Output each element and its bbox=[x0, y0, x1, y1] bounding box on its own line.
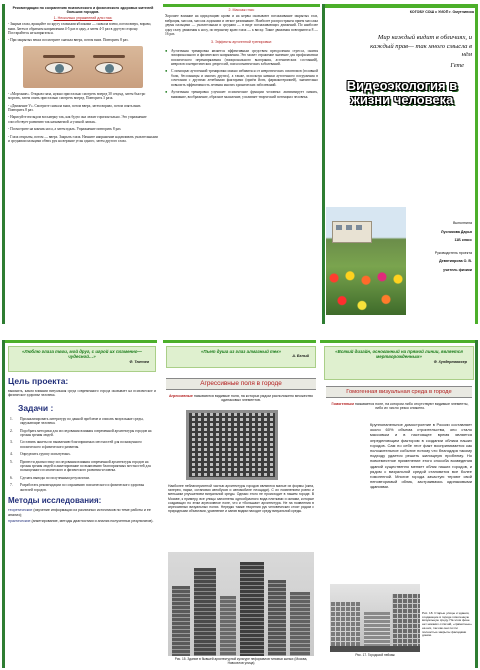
exercise-3: - «Моргание». Открыв глаза, нужно пристально смотреть вперед 30 секунд, затем быстро моргать, затем опять пристально смотреть вперед. Повторить 3 раза. bbox=[8, 91, 146, 101]
epigraph-author: Гете bbox=[450, 61, 464, 69]
left-eye-icon bbox=[45, 62, 73, 74]
aggressive-intro-text: называются видимые поля, на которых рядом расположено множество одинаковых элементов. bbox=[192, 394, 314, 403]
exercise-4: - «Движение V». Смотрите сначала вниз, потом вверх, затем вправо, потом опять вниз. Повторить 8 раз. bbox=[8, 103, 142, 113]
quote-box-hundertwasser bbox=[324, 346, 474, 380]
bottom-right-frame-right bbox=[475, 340, 478, 668]
tyutchev-author: Ф. Тютчев bbox=[129, 359, 149, 364]
top-right-panel bbox=[326, 9, 474, 324]
top-mid-panel bbox=[165, 8, 318, 324]
aggressive-fields-banner bbox=[166, 378, 316, 390]
homogeneous-title: Гомогенная визуальная среда в городе bbox=[346, 389, 452, 395]
exercises-heading: 1. Несколько упражнений для глаз: bbox=[53, 15, 113, 20]
supervisor-role: учитель физики bbox=[443, 267, 472, 272]
task-item: 7. Разработать рекомендации по сохранению психического и физического здоровья жителей городов. bbox=[10, 483, 145, 492]
homogeneous-paragraph: Крупнопанельное домостроение в России составляет около 60% объема строительства, оно стало массовым и в настоящее время является определяющим фактором в создании облика наших городов. Сам по себе этот факт воспринимается как положительное событие потому что благодаря такому подходу удается решить жилищную проблему. Но повсеместное применение этого способа возведения зданий существенно меняет облик наших городов, и рядом с визуальной средой становится все более гомогенной. Многие города зачастую теряют свой неповторимый облик, застраиваясь одинаковыми зданиями. bbox=[370, 422, 472, 490]
tasks-list bbox=[8, 417, 156, 492]
task-item: 6. Сделать выводы по полученным результатам. bbox=[10, 475, 90, 480]
top-right-frame-bar-top bbox=[325, 4, 477, 8]
task-item: 4. Определить группу испытуемых. bbox=[10, 452, 71, 457]
hundertwasser-quote: «Всякий дизайн, основанный на прямой линии, является мертворожденным» bbox=[335, 349, 463, 360]
method-theoretical-label: теоретические bbox=[8, 508, 33, 513]
autogenic-effect-2: ● С помощью аутогенной тренировки можно избавиться от невротических симптомов (головной боли, бессонницы и многих других), а также, используя навыки аутогенного погружения в сочетании с другими лечебными факторами (приём йоги, фармакотерапией), значительно повысить эффективность лечения многих хронических заболеваний. bbox=[165, 69, 318, 87]
exercise-2: - При закрытых веках посмотрите сначала вверх, потом вниз. Повторить 8 раз. bbox=[8, 38, 129, 43]
bottom-left-frame-top bbox=[2, 340, 157, 343]
goal-title: Цель проекта: bbox=[8, 376, 69, 386]
task-item: 1. Проанализировать литературу по данной проблеме и описать визуальные среды, окружающие человека. bbox=[10, 416, 144, 426]
autogenic-effect-3: ● Аутогенная тренировка улучшает психические функции человека: активизирует память, внимание, воображение, образное мышление, усиливает творческий потенциал человека. bbox=[165, 90, 318, 99]
street-photo-caption: Рис. 17. Городской пейзаж bbox=[355, 653, 395, 657]
task-item: 2. Подобрать методики для исследования влияния современной архитектуры городов на органы зрения людей. bbox=[10, 428, 152, 438]
quote-box-bely bbox=[166, 346, 316, 368]
author-label: Выполнила bbox=[452, 221, 472, 225]
autogenic-effect-1: ● Аутогенная тренировка является эффективным средством преодоления стресса, снятия эмоционального и физического напряжения. Это может отражение значение для профилактики психического перенапряжения (эмоционального выгорания, астенических состояний), неврозов и невротических депрессий, психосоматических заболеваний. bbox=[165, 49, 318, 67]
top-mid-frame-bar bbox=[163, 4, 320, 7]
method-practical bbox=[8, 519, 156, 523]
bottom-right-frame-top bbox=[320, 340, 478, 343]
right-eye-icon bbox=[95, 62, 123, 74]
author-block bbox=[410, 219, 472, 274]
methods-title: Методы исследования: bbox=[8, 496, 102, 506]
top-right-frame-bar-left bbox=[322, 4, 325, 324]
bottom-mid-frame-top bbox=[163, 340, 316, 343]
bottom-left-panel bbox=[8, 376, 156, 668]
bottom-left-frame-left bbox=[2, 340, 5, 668]
massage-text: Хорошее влияние на циркуляцию крови и на нервы оказывают поглаживание закрытых глаз, вибрация, массаж, массаж ладонями и легкое разминание. Наиболее распространен прием массажа двумя пальцами — указательным и средним — в виде поглаживающих движений. По наиболее одну глазу движения к носу, по верхнему краю глаза — к виску. Такие движения повторяются 8 — 16 раз. bbox=[165, 14, 318, 37]
city-photo-caption: Рис. 15. Здание в бывшей архитектурной культуре неформалов типовых жилых (Москва, Новоселов улица) bbox=[174, 657, 308, 665]
street-photo bbox=[330, 584, 420, 652]
homogeneous-banner bbox=[326, 386, 472, 398]
exercise-1: - Закрыв глаза, вращайте по кругу глазными яблоками — сначала влево, потом вверх, вправо, вниз. Затем в обратном направлении 4-5 раз в одну, а затем 4-5 раз в другую сторону. Постарайтесь не напрягаться. bbox=[8, 22, 152, 36]
autogenic-heading: 3. Эффекты аутогенной тренировки: bbox=[210, 40, 272, 45]
epigraph: Мир каждый видит в обличиях, и каждый прав— так много смысла в нём bbox=[370, 34, 472, 59]
exercise-6: - Посмотрите на кончик носа, а затем вдаль. Упражнение повторить 8 раз. bbox=[8, 127, 122, 132]
supervisor-name: Девятиярова О. В. bbox=[439, 259, 472, 263]
exercise-5: - Нарисуйте взглядом восьмерку так, как будто она лежит горизонтально. Это упражнение способствует развитию так называемой «гусиной лапки». bbox=[8, 115, 147, 124]
aggressive-intro bbox=[168, 394, 314, 403]
supervisor-label: Руководитель проекта bbox=[434, 250, 472, 255]
method-practical-label: практические bbox=[8, 518, 31, 523]
task-item: 3. Составить анкеты по выявлению благоприятных местностей для полноценного психического и физического развития. bbox=[10, 440, 142, 449]
exercise-7: - Глаза открыты, потом — вверх. Закрыть глаза. Начните напряжение надавливать указательными и средними пальцами обеих рук на верхние углы одного, затем другого глаза. bbox=[8, 134, 158, 144]
goal-text: выяснить, каком влиянии визуальная среда современного города оказывает на психическое и физическое здоровье человека. bbox=[8, 389, 156, 398]
city-skyline-photo bbox=[168, 552, 314, 656]
recommendations-header: Рекомендации по сохранению психического и физического здоровья жителей больших городов. bbox=[12, 6, 154, 15]
author-class: 11Б класс bbox=[454, 238, 472, 242]
panel-building-photo bbox=[186, 410, 278, 480]
method-practical-text: (анкетирование, методы диагностики и анализ полученных результатов). bbox=[30, 518, 154, 523]
tyutchev-quote: «Люблю глаза твои, мой друг, с игрой их пламенно—чудесной…» bbox=[22, 349, 142, 360]
top-right-frame-bar-right bbox=[475, 4, 478, 324]
method-theoretical-text: (изучение информации из различных источников по теме работы и ее анализ); bbox=[8, 508, 151, 517]
top-left-frame-bar bbox=[2, 4, 5, 324]
aggressive-fields-title: Агрессивные поля в городе bbox=[200, 380, 282, 387]
flowers-photo bbox=[326, 207, 406, 315]
task-item: 5. Провести диагностику исследования влияния современной архитектуры городов на органы зрения людей и анкетирование по выявлению благоприятных местностей для полноценного психического и физического развития человека. bbox=[10, 459, 151, 473]
top-left-panel bbox=[8, 4, 158, 324]
aggressive-term: Агрессивные bbox=[168, 394, 193, 398]
bely-quote: «Пьет душа из глаз алмазный тек» bbox=[200, 349, 282, 354]
school-name: КОГОБУ СОШ с УИОП г. Омутнинска bbox=[409, 10, 474, 14]
method-theoretical bbox=[8, 508, 156, 517]
eyes-photo bbox=[23, 46, 143, 88]
project-title: Видеоэкология в жизни человека bbox=[346, 77, 458, 107]
aggressive-paragraph: Наиболее неблагоприятной частью архитектуры городов являются малые их формы (окна, галереи, парки, остановки автобусов и автомобиле площади). С их появлением ровно и меньшим улучшением визуальной среды. Однако этого не происходит в нашем городе. В Москве, к примеру, все улицы заполнены однообразного вида плитками и окнами, которые создающих по этим агрессивное поле, что и «большая» архитектура. Не на появления в агрессивных визуальных полях. Нередко также творения рук человеческих стоят рядом с природными объектами, уравнение и заняв видим находят среду визуальной среды. bbox=[168, 484, 314, 514]
quote-box-tyutchev bbox=[8, 346, 156, 372]
homogeneous-intro-text: называется поле, на котором либо отсутствуют видимые элементы, либо их число резко снижено. bbox=[353, 402, 469, 411]
old-streets-caption: Рис. 18. Старые улицы и здания, создающие в городе гомогенную визуальную среду. На этом фоне нет никаких отличий, «грамотные» на них, так как они почти полностью закрыты фасадами домов. bbox=[422, 611, 472, 638]
tasks-title: Задачи : bbox=[18, 402, 54, 413]
homogeneous-intro bbox=[328, 402, 472, 411]
bely-author: А. Белый bbox=[292, 354, 309, 359]
massage-heading: 2. Массаж глаз: bbox=[228, 8, 255, 12]
homogeneous-term: Гомогенным bbox=[331, 402, 354, 406]
author-name: Лусникова Дарья bbox=[441, 229, 472, 234]
hundertwasser-author: Ф. Хундертвассер bbox=[433, 359, 467, 364]
